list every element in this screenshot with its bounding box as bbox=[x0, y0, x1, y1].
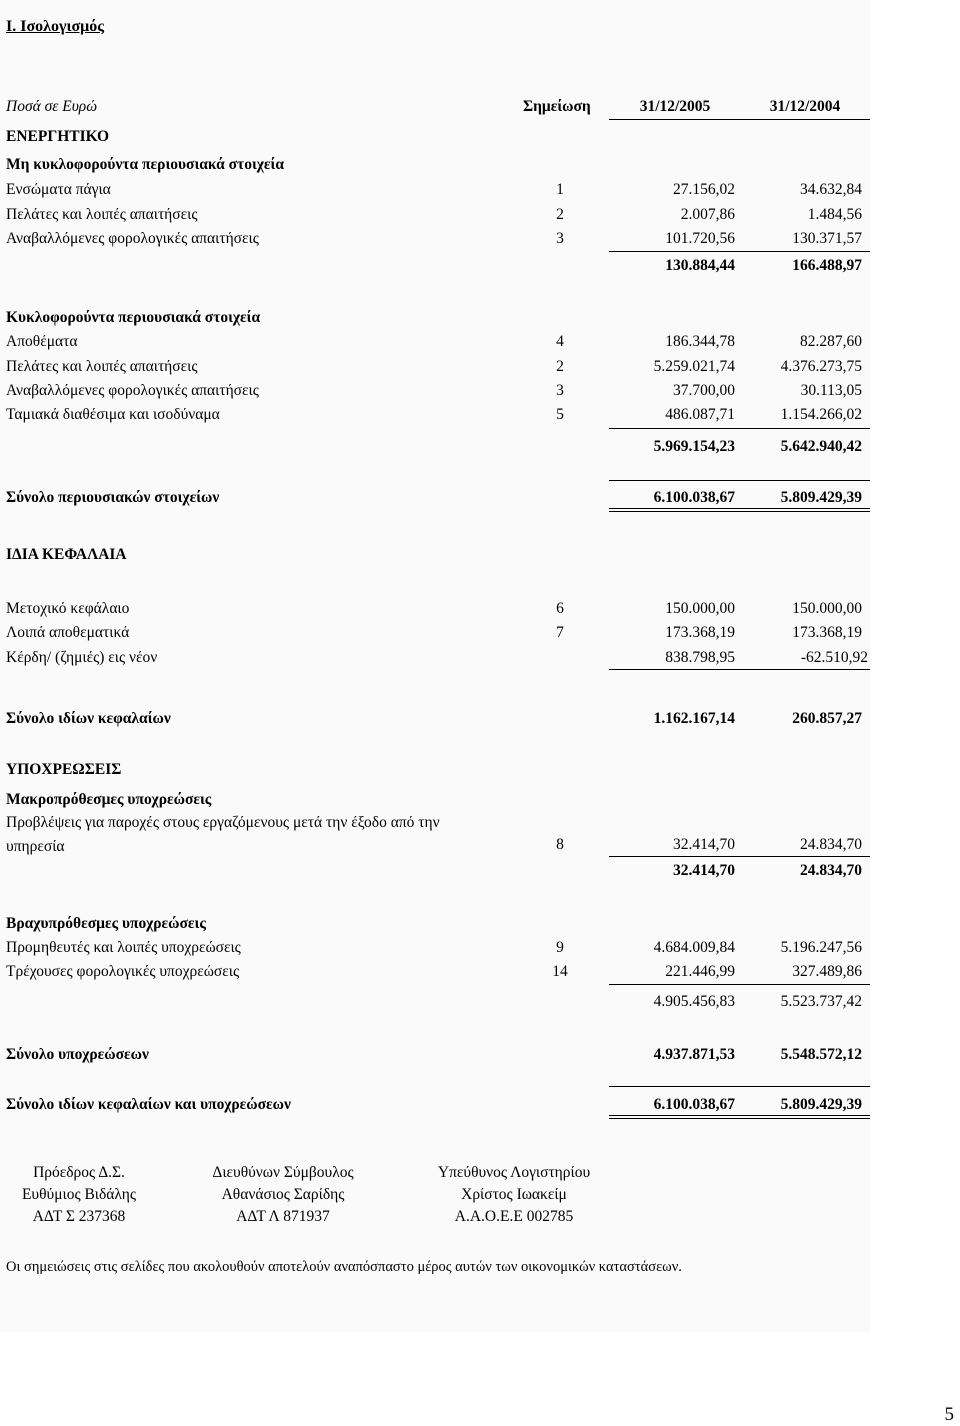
signatory-role: Πρόεδρος Δ.Σ. bbox=[33, 1164, 125, 1181]
row-value-2004: 1.484,56 bbox=[807, 206, 862, 223]
row-label: Αναβαλλόμενες φορολογικές απαιτήσεις bbox=[6, 382, 259, 399]
total-assets-2004: 5.809.429,39 bbox=[780, 489, 862, 506]
row-label: Πελάτες και λοιπές απαιτήσεις bbox=[6, 358, 198, 375]
row-note: 6 bbox=[556, 600, 564, 617]
signatory-name: Χρίστος Ιωακείμ bbox=[461, 1186, 567, 1203]
row-label: Αποθέματα bbox=[6, 333, 78, 350]
row-value-2005: 4.684.009,84 bbox=[653, 939, 735, 956]
total-rule-bottom-1 bbox=[609, 1115, 870, 1116]
total-rule-bottom-1 bbox=[609, 508, 870, 509]
liabilities-heading: ΥΠΟΧΡΕΩΣΕΙΣ bbox=[6, 761, 122, 778]
row-value-2004: 4.376.273,75 bbox=[780, 358, 862, 375]
row-value-2004: 5.196.247,56 bbox=[780, 939, 862, 956]
longterm-liabilities-heading: Μακροπρόθεσμες υποχρεώσεις bbox=[6, 791, 212, 808]
grand-total-2005: 6.100.038,67 bbox=[653, 1096, 735, 1113]
subtotal-rule bbox=[609, 428, 870, 429]
row-note: 2 bbox=[556, 358, 564, 375]
row-value-2005: 5.259.021,74 bbox=[653, 358, 735, 375]
row-label: Πελάτες και λοιπές απαιτήσεις bbox=[6, 206, 198, 223]
grand-total-label: Σύνολο ιδίων κεφαλαίων και υποχρεώσεων bbox=[6, 1096, 291, 1113]
row-value-2005: 27.156,02 bbox=[673, 181, 735, 198]
row-value-2004: 130.371,57 bbox=[792, 230, 862, 247]
row-note: 9 bbox=[556, 939, 564, 956]
row-note: 1 bbox=[556, 181, 564, 198]
longterm-subtotal-2005: 32.414,70 bbox=[673, 862, 735, 879]
year-2004-header: 31/12/2004 bbox=[769, 98, 841, 115]
signature-block-ceo bbox=[183, 1162, 383, 1228]
row-value-2005: 173.368,19 bbox=[665, 624, 735, 641]
total-equity-label: Σύνολο ιδίων κεφαλαίων bbox=[6, 710, 171, 727]
shortterm-subtotal-2004: 5.523.737,42 bbox=[780, 993, 862, 1010]
total-rule-bottom-2 bbox=[609, 511, 870, 512]
footnote: Οι σημειώσεις στις σελίδες που ακολουθούν αποτελούν αναπόσπαστο μέρος αυτών των οικονομικών καταστάσεων. bbox=[6, 1259, 682, 1275]
shortterm-subtotal-2005: 4.905.456,83 bbox=[653, 993, 735, 1010]
row-label: Ταμιακά διαθέσιμα και ισοδύναμα bbox=[6, 406, 220, 423]
row-note: 8 bbox=[556, 836, 564, 853]
current-assets-heading: Κυκλοφορούντα περιουσιακά στοιχεία bbox=[6, 309, 261, 326]
total-liabilities-2005: 4.937.871,53 bbox=[653, 1046, 735, 1063]
row-value-2005: 221.446,99 bbox=[665, 963, 735, 980]
row-value-2004: 30.113,05 bbox=[800, 382, 862, 399]
signatory-id: ΑΔΤ Λ 871937 bbox=[236, 1208, 330, 1225]
subtotal-rule bbox=[609, 984, 870, 985]
row-value-2005: 101.720,56 bbox=[665, 230, 735, 247]
row-value-2004: 173.368,19 bbox=[792, 624, 862, 641]
shortterm-liabilities-heading: Βραχυπρόθεσμες υποχρεώσεις bbox=[6, 915, 206, 932]
header-underline bbox=[609, 119, 870, 120]
row-note: 4 bbox=[556, 333, 564, 350]
row-value-2005: 186.344,78 bbox=[665, 333, 735, 350]
row-value-2004: 34.632,84 bbox=[800, 181, 862, 198]
row-value-2005: 150.000,00 bbox=[665, 600, 735, 617]
assets-heading: ΕΝΕΡΓΗΤΙΚΟ bbox=[6, 128, 110, 145]
signatory-name: Ευθύμιος Βιδάλης bbox=[21, 1186, 137, 1203]
year-2005-header: 31/12/2005 bbox=[639, 98, 711, 115]
row-label: Μετοχικό κεφάλαιο bbox=[6, 600, 130, 617]
row-note: 7 bbox=[556, 624, 564, 641]
row-value-2005: 37.700,00 bbox=[673, 382, 735, 399]
signatory-name: Αθανάσιος Σαρίδης bbox=[221, 1186, 345, 1203]
row-label: Αναβαλλόμενες φορολογικές απαιτήσεις bbox=[6, 230, 259, 247]
amounts-label: Ποσά σε Ευρώ bbox=[6, 98, 98, 115]
row-label: Τρέχουσες φορολογικές υποχρεώσεις bbox=[6, 963, 240, 980]
signatory-role: Υπεύθυνος Λογιστηρίου bbox=[437, 1164, 591, 1181]
noncurrent-assets-heading: Μη κυκλοφορούντα περιουσιακά στοιχεία bbox=[6, 156, 284, 173]
subtotal-rule bbox=[609, 856, 870, 857]
page-title: Ι. Ισολογισμός bbox=[6, 18, 104, 35]
row-note: 14 bbox=[552, 963, 568, 980]
row-value-2004: -62.510,92 bbox=[800, 649, 868, 666]
signatory-id: Α.Α.Ο.Ε.Ε 002785 bbox=[454, 1208, 574, 1225]
row-note: 2 bbox=[556, 206, 564, 223]
subtotal-rule bbox=[609, 251, 870, 252]
total-rule-bottom-2 bbox=[609, 1118, 870, 1119]
current-subtotal-2004: 5.642.940,42 bbox=[780, 438, 862, 455]
longterm-subtotal-2004: 24.834,70 bbox=[800, 862, 862, 879]
total-rule-top bbox=[609, 480, 870, 481]
row-note: 5 bbox=[556, 406, 564, 423]
row-value-2005: 486.087,71 bbox=[665, 406, 735, 423]
grand-total-2004: 5.809.429,39 bbox=[780, 1096, 862, 1113]
row-label: Προβλέψεις για παροχές στους εργαζόμενους μετά την έξοδο από την bbox=[6, 814, 440, 831]
signature-block-chairman bbox=[0, 1162, 158, 1228]
current-subtotal-2005: 5.969.154,23 bbox=[653, 438, 735, 455]
row-value-2005: 2.007,86 bbox=[680, 206, 735, 223]
total-equity-2004: 260.857,27 bbox=[792, 710, 862, 727]
total-assets-label: Σύνολο περιουσιακών στοιχείων bbox=[6, 489, 220, 506]
total-liabilities-2004: 5.548.572,12 bbox=[780, 1046, 862, 1063]
page-number: 5 bbox=[944, 1404, 954, 1425]
subtotal-rule bbox=[609, 669, 870, 670]
row-note: 3 bbox=[556, 230, 564, 247]
row-note: 3 bbox=[556, 382, 564, 399]
row-value-2004: 327.489,86 bbox=[792, 963, 862, 980]
row-label-continued: υπηρεσία bbox=[6, 838, 65, 855]
row-value-2004: 82.287,60 bbox=[800, 333, 862, 350]
signature-block-accountant bbox=[410, 1162, 618, 1228]
signatory-id: ΑΔΤ Σ 237368 bbox=[32, 1208, 126, 1225]
noncurrent-subtotal-2005: 130.884,44 bbox=[665, 257, 735, 274]
row-label: Λοιπά αποθεματικά bbox=[6, 624, 130, 641]
equity-heading: ΙΔΙΑ ΚΕΦΑΛΑΙΑ bbox=[6, 546, 127, 563]
signatory-role: Διευθύνων Σύμβουλος bbox=[212, 1164, 354, 1181]
total-equity-2005: 1.162.167,14 bbox=[653, 710, 735, 727]
row-value-2005: 32.414,70 bbox=[673, 836, 735, 853]
note-column-header: Σημείωση bbox=[523, 98, 591, 115]
row-value-2004: 24.834,70 bbox=[800, 836, 862, 853]
total-assets-2005: 6.100.038,67 bbox=[653, 489, 735, 506]
total-rule-top bbox=[609, 1086, 870, 1087]
row-label: Ενσώματα πάγια bbox=[6, 181, 111, 198]
noncurrent-subtotal-2004: 166.488,97 bbox=[792, 257, 862, 274]
row-label: Προμηθευτές και λοιπές υποχρεώσεις bbox=[6, 939, 241, 956]
row-value-2005: 838.798,95 bbox=[665, 649, 735, 666]
total-liabilities-label: Σύνολο υποχρεώσεων bbox=[6, 1046, 149, 1063]
row-label: Κέρδη/ (ζημιές) εις νέον bbox=[6, 649, 158, 666]
row-value-2004: 1.154.266,02 bbox=[780, 406, 862, 423]
row-value-2004: 150.000,00 bbox=[792, 600, 862, 617]
